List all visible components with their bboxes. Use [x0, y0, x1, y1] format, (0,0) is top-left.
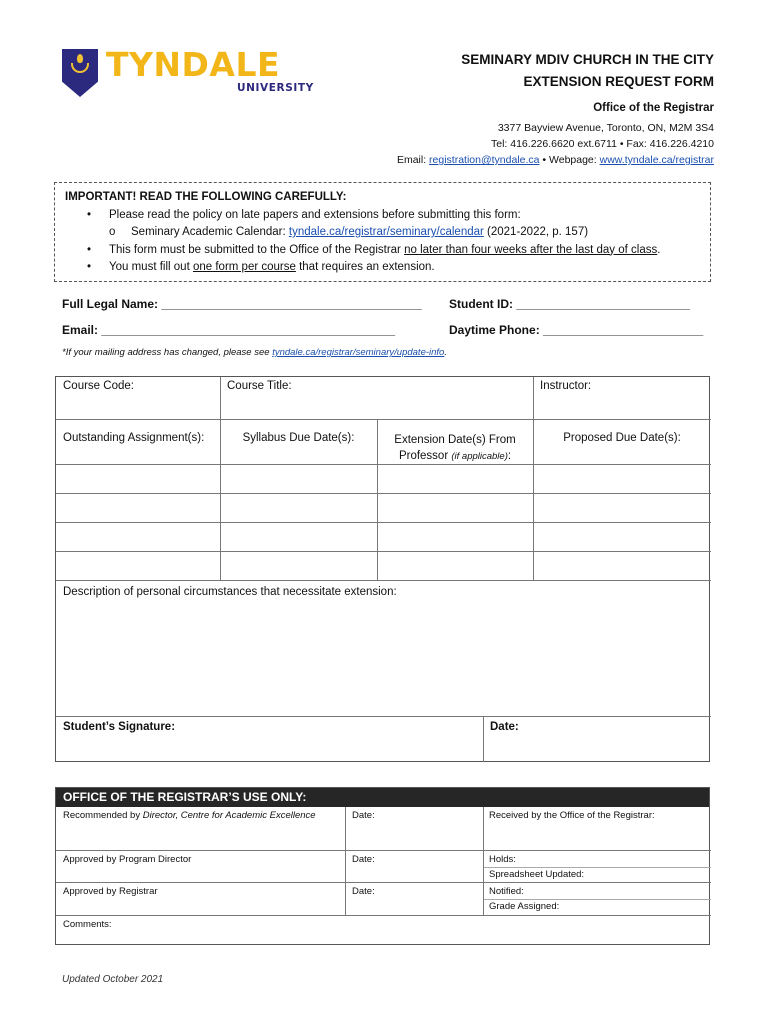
course-title-label: Course Title: [227, 380, 292, 392]
notice-item-prefix: This form must be submitted to the Office of the Registrar [109, 243, 405, 256]
syllabus-due-label: Syllabus Due Date(s): [242, 432, 355, 444]
extension-request-table [55, 376, 710, 762]
email-label: Email: [396, 154, 430, 166]
extension-professor: Professor [398, 450, 452, 462]
email-field[interactable]: Email: ____________________________________________ [62, 323, 395, 337]
notice-subitem-suffix: (2021-2022, p. 157) [483, 226, 589, 238]
flame-icon [77, 54, 83, 63]
office-use-heading: OFFICE OF THE REGISTRAR’S USE ONLY: [56, 788, 709, 807]
instructor-label: Instructor: [540, 380, 592, 392]
approved-program-date-label: Date: [352, 854, 375, 865]
office-use-section [55, 787, 710, 945]
recommended-prefix: Recommended by [63, 810, 143, 821]
notice-item-text: Please read the policy on late papers and extensions before submitting this form: [109, 208, 521, 221]
office-name: Office of the Registrar [593, 102, 714, 114]
notice-subitem-calendar [65, 224, 700, 242]
grade-assigned-label: Grade Assigned: [489, 901, 560, 912]
notice-item-one-form [65, 259, 700, 277]
notice-subitem-prefix: Seminary Academic Calendar: [131, 226, 289, 238]
date-label: Date: [490, 721, 519, 733]
course-code-label: Course Code: [63, 380, 134, 392]
holds-label: Holds: [489, 854, 516, 865]
recommended-by-label [63, 810, 316, 821]
approved-registrar-label: Approved by Registrar [63, 886, 158, 897]
tyndale-logo [62, 45, 314, 99]
daytime-phone-field[interactable]: Daytime Phone: ________________________ [449, 323, 704, 337]
notice-item-prefix: You must fill out [109, 261, 193, 273]
received-by-label: Received by the Office of the Registrar: [489, 810, 655, 821]
signature-label: Student’s Signature: [63, 721, 176, 733]
bullet-icon: • [87, 208, 92, 221]
office-contact-line [397, 154, 714, 166]
webpage-label: • Webpage: [539, 154, 600, 166]
logo-wordmark: TYNDALE [106, 45, 281, 84]
office-address: 3377 Bayview Avenue, Toronto, ON, M2M 3S4 [497, 122, 714, 134]
extension-date-line2 [377, 448, 533, 465]
office-tel-fax: Tel: 416.226.6620 ext.6711 • Fax: 416.226.4210 [491, 138, 714, 150]
description-label: Description of personal circumstances that necessitate extension: [63, 586, 397, 598]
notice-item-emphasis: no later than four weeks after the last day of class [404, 243, 658, 256]
recommended-role: Director, Centre for Academic Excellence [142, 810, 316, 821]
note-suffix: . [444, 347, 447, 358]
extension-date-line1: Extension Date(s) From [394, 434, 516, 446]
extension-date-label [377, 432, 533, 465]
sub-bullet-icon: o [109, 226, 116, 238]
important-heading: IMPORTANT! READ THE FOLLOWING CAREFULLY: [65, 191, 347, 203]
student-id-field[interactable]: Student ID: __________________________ [449, 297, 690, 311]
course-title-input[interactable] [220, 377, 533, 419]
note-prefix: *If your mailing address has changed, please see [62, 347, 273, 358]
notice-item-policy [65, 207, 700, 225]
bullet-icon: • [87, 261, 92, 273]
updated-date: Updated October 2021 [62, 974, 164, 985]
notice-item-emphasis: one form per course [192, 261, 296, 273]
calendar-link[interactable]: tyndale.ca/registrar/seminary/calendar [288, 226, 484, 238]
address-change-note [62, 347, 447, 358]
update-info-link[interactable]: tyndale.ca/registrar/seminary/update-info [272, 347, 445, 358]
comments-label: Comments: [63, 919, 112, 930]
notice-item-suffix: . [657, 243, 661, 256]
bullet-icon: • [87, 243, 92, 256]
extension-if-applicable: (if applicable) [451, 451, 508, 462]
recommended-date-label: Date: [352, 810, 375, 821]
important-notice [54, 182, 711, 282]
notified-label: Notified: [489, 886, 524, 897]
form-title-line2: EXTENSION REQUEST FORM [523, 74, 714, 89]
approved-registrar-date-label: Date: [352, 886, 375, 897]
full-name-field[interactable]: Full Legal Name: _______________________________________ [62, 297, 422, 311]
outstanding-assignments-label: Outstanding Assignment(s): [63, 432, 205, 444]
notice-item-suffix: that requires an extension. [295, 261, 435, 273]
form-title-line1: SEMINARY MDIV CHURCH IN THE CITY [461, 52, 714, 67]
webpage-link[interactable]: www.tyndale.ca/registrar [599, 154, 714, 166]
email-link[interactable]: registration@tyndale.ca [429, 154, 540, 166]
extension-colon: : [507, 450, 512, 462]
spreadsheet-updated-label: Spreadsheet Updated: [489, 869, 585, 880]
notice-item-deadline [65, 242, 700, 260]
logo-subtext: UNIVERSITY [237, 82, 314, 94]
proposed-due-label: Proposed Due Date(s): [563, 432, 681, 444]
approved-program-label: Approved by Program Director [63, 854, 192, 865]
